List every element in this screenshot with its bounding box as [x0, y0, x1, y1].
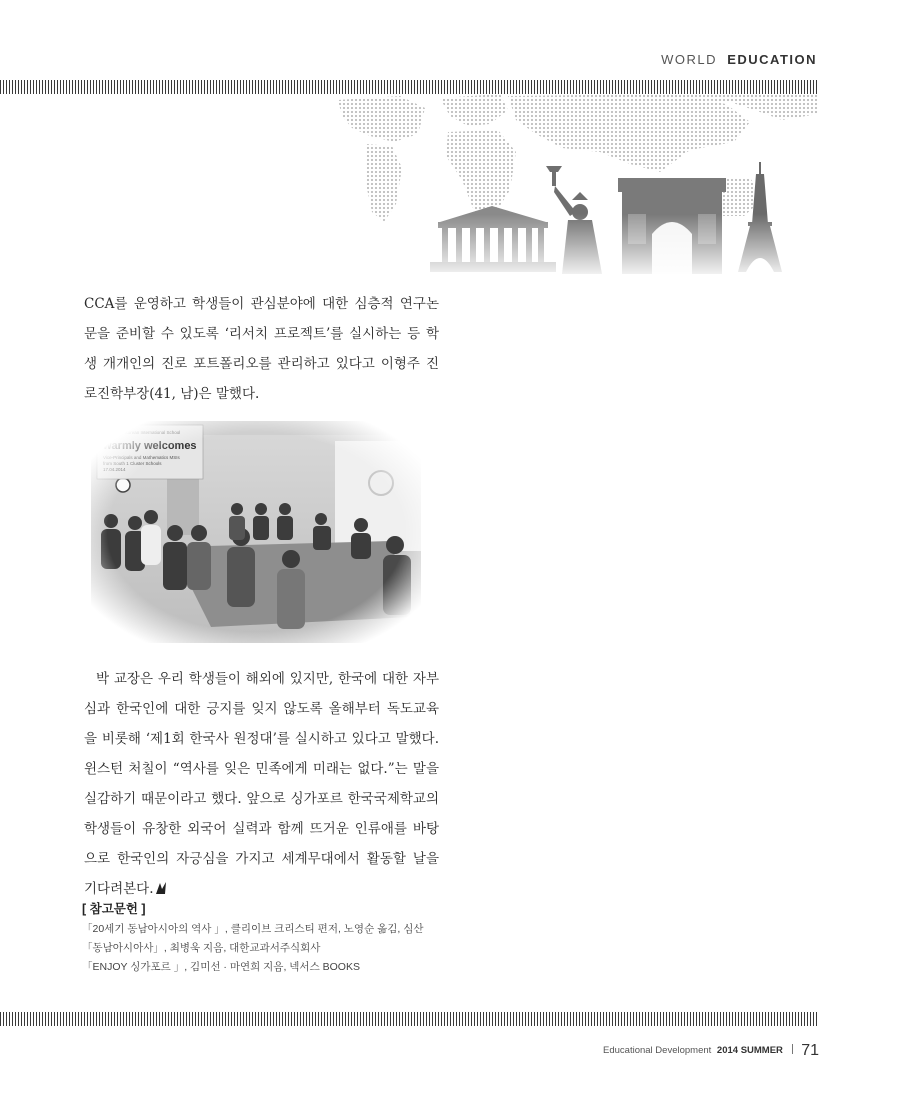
page-footer	[603, 1042, 819, 1060]
footer-divider	[792, 1044, 793, 1054]
footer-publication: Educational Development	[603, 1045, 712, 1056]
hero-world-landmarks	[330, 94, 818, 274]
body-paragraph-2-text: 박 교장은 우리 학생들이 해외에 있지만, 한국에 대한 자부심과 한국인에 대한 긍지를 잊지 않도록 올해부터 독도교육을 비롯해 ‘제1회 한국사 원정대’를 실시하고 있다고 말했다. 윈스턴 처칠이 “역사를 잊은 민족에게 미래는 없다.”는 말을 실감하기 때문이라고 했다. 앞으로 싱가포르 한국국제학교의 학생들이 유창한 외국어 실력과 함께 뜨거운 인류애를 바탕으로 한국인의 자긍심을 가지고 세계무대에서 활동할 날을 기다려본다.	[84, 671, 439, 897]
body-paragraph-2	[84, 664, 439, 904]
header-world: WORLD	[661, 52, 717, 67]
references-title: [ 참고문헌 ]	[82, 902, 146, 916]
body-paragraph-1: CCA를 운영하고 학생들이 관심분야에 대한 심층적 연구논문을 준비할 수 있도록 ‘리서치 프로젝트’를 실시하는 등 학생 개개인의 진로 포트폴리오를 관리하고 있다고 이형주 진로진학부장(41, 남)은 말했다.	[84, 296, 439, 402]
section-header	[661, 52, 817, 67]
reference-item: 「ENJOY 싱가포르 」, 김미선 · 마연희 지음, 넥서스 BOOKS	[82, 961, 360, 973]
reference-item: 「동남아시아사」, 최병욱 지음, 대한교과서주식회사	[82, 942, 321, 954]
footer-season: 2014 SUMMER	[716, 1045, 783, 1056]
world-map-dots	[338, 94, 818, 222]
page-number: 71	[801, 1042, 819, 1059]
header-education: EDUCATION	[727, 52, 817, 67]
reference-item: 「20세기 동남아시아의 역사 」, 클리이브 크리스티 편저, 노영순 옮김, 심산	[82, 923, 424, 935]
bottom-stripe-divider	[0, 1012, 818, 1026]
meeting-photo	[91, 421, 421, 643]
references-list	[82, 920, 424, 977]
top-stripe-divider	[0, 80, 818, 94]
end-mark-icon	[154, 881, 168, 895]
